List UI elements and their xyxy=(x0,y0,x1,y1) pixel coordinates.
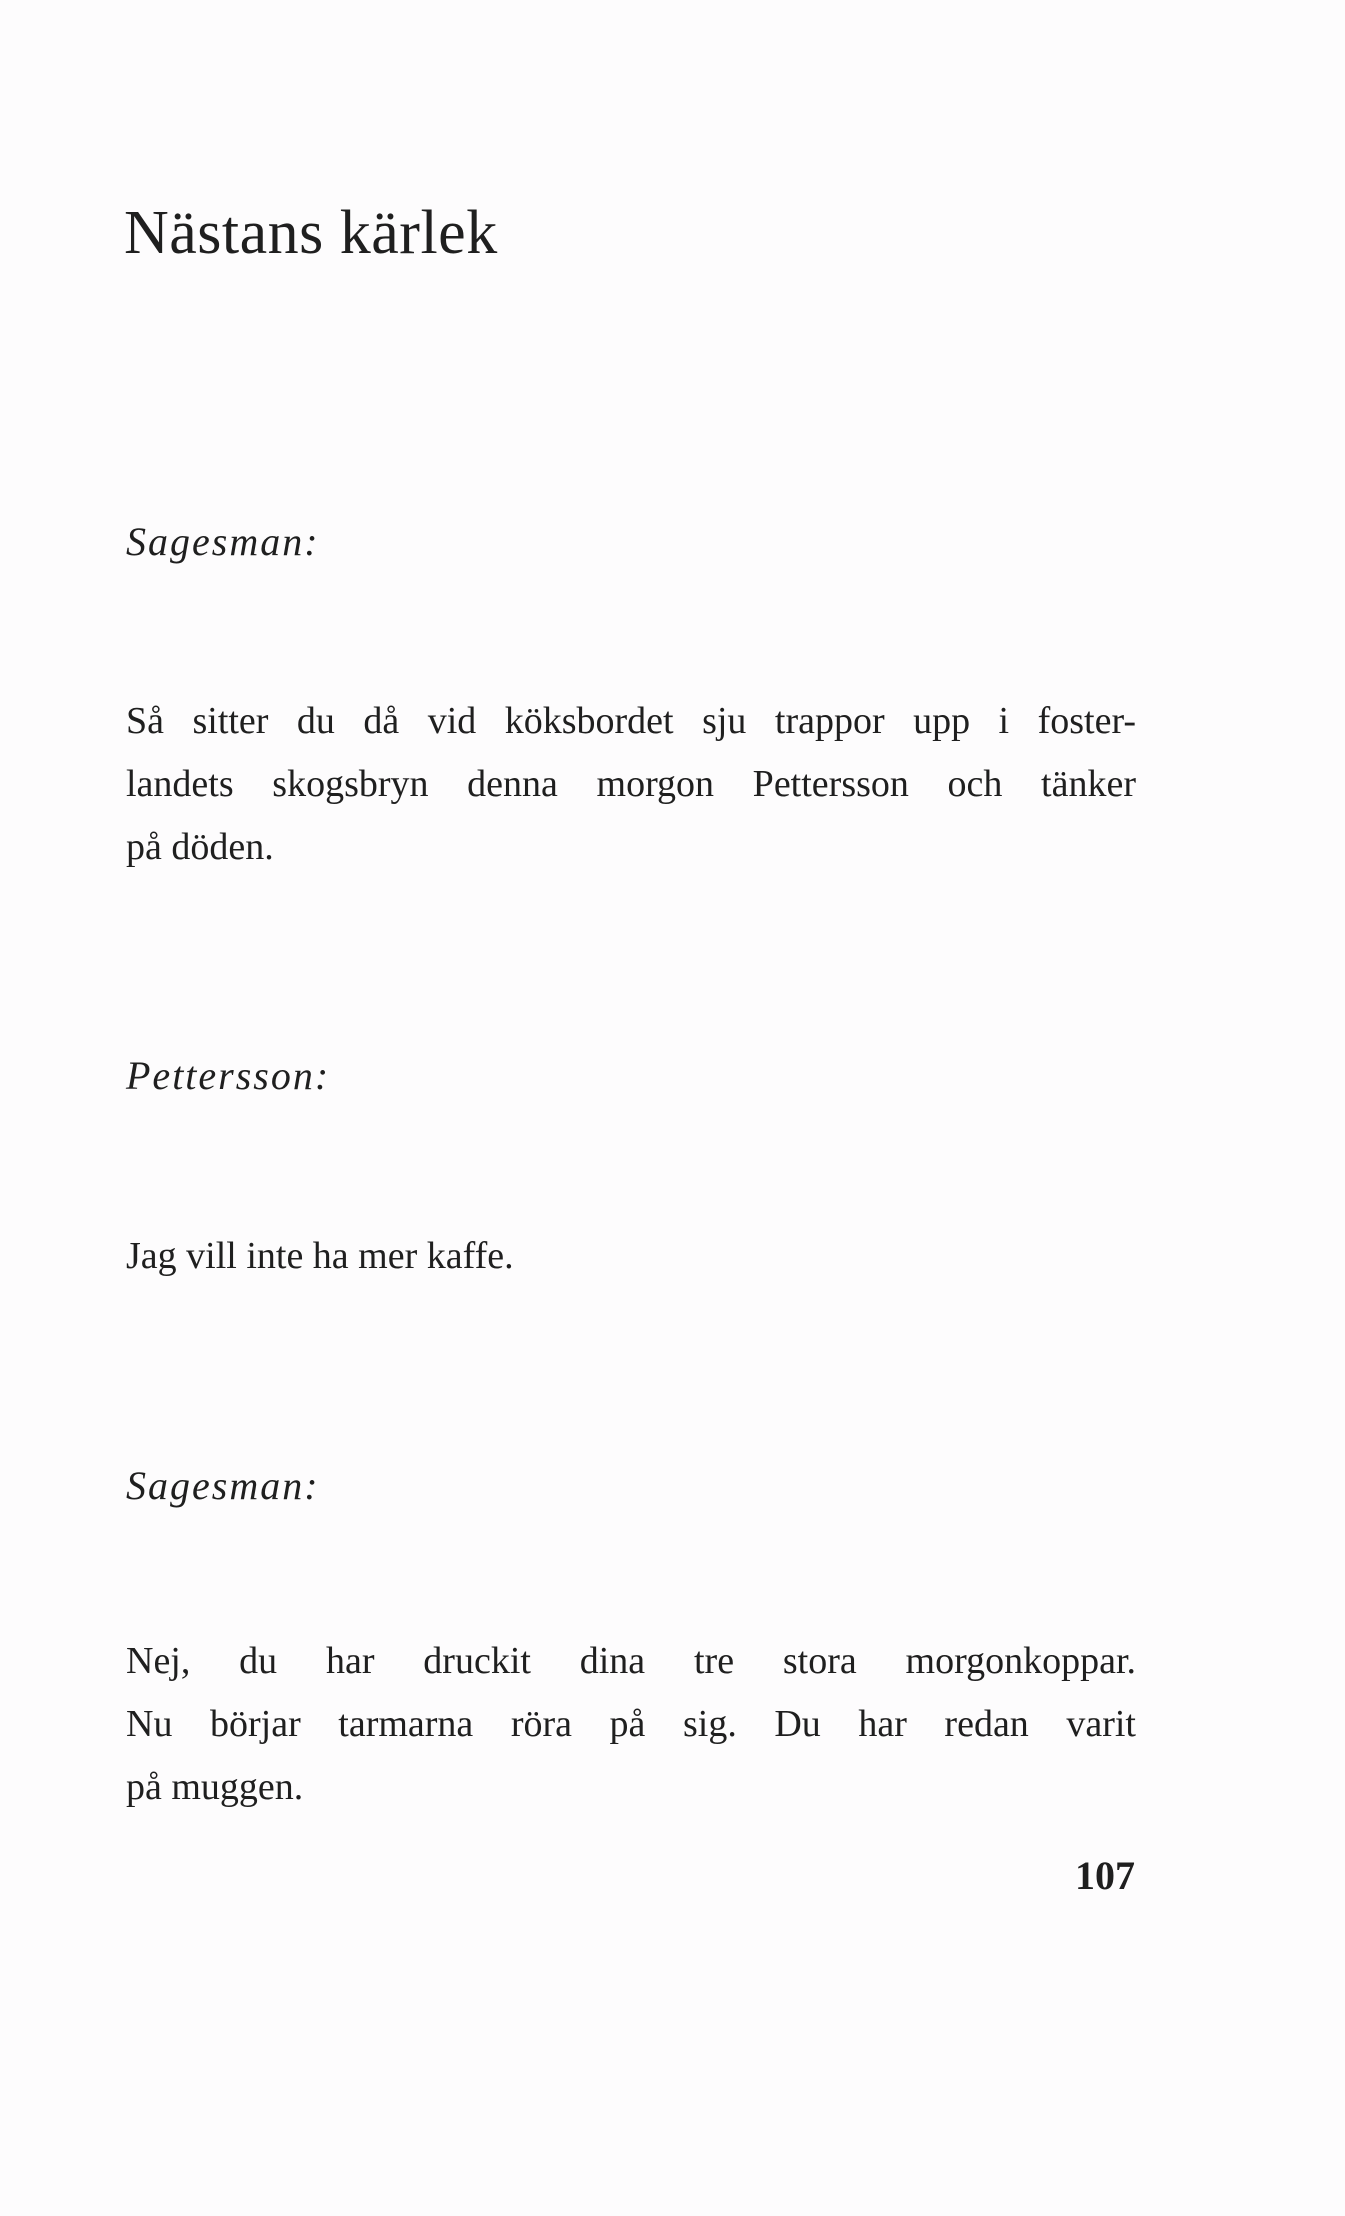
paragraph-line: på muggen. xyxy=(126,1766,304,1808)
paragraph-line: Nu börjar tarmarna röra på sig. Du har redan varit xyxy=(126,1703,1136,1745)
paragraph-line: Nej, du har druckit dina tre stora morgonkoppar. xyxy=(126,1640,1136,1682)
speaker-label-sagesman: Sagesman: xyxy=(126,1463,320,1508)
paragraph-2 xyxy=(126,1225,1136,1288)
paragraph-line: Jag vill inte ha mer kaffe. xyxy=(126,1235,514,1277)
chapter-title: Nästans kärlek xyxy=(124,199,498,267)
paragraph-line: på döden. xyxy=(126,826,274,868)
paragraph-1 xyxy=(126,690,1136,879)
speaker-label-pettersson: Pettersson: xyxy=(126,1053,331,1098)
paragraph-3 xyxy=(126,1630,1136,1819)
paragraph-line: landets skogsbryn denna morgon Pettersson och tänker xyxy=(126,763,1136,805)
page-number: 107 xyxy=(1075,1853,1135,1898)
paragraph-line: Så sitter du då vid köksbordet sju trappor upp i foster- xyxy=(126,700,1136,742)
speaker-label-sagesman: Sagesman: xyxy=(126,519,320,564)
